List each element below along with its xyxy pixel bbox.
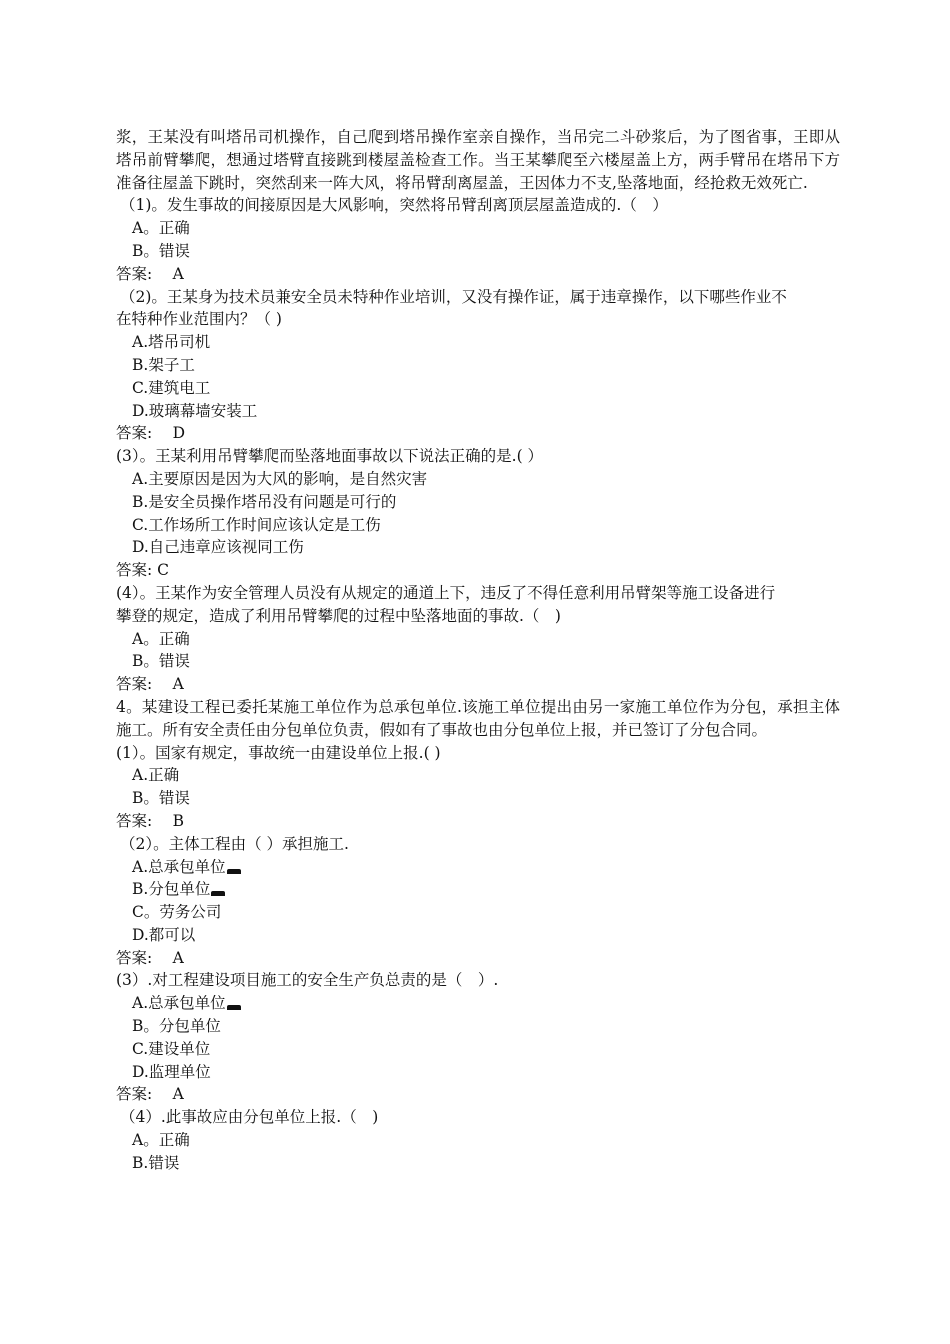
option-a: A.主要原因是因为大风的影响，是自然灾害 [132, 469, 428, 488]
option-a: A.正确 [132, 766, 180, 785]
question-stem: （2）。主体工程由（ ）承担施工. [120, 834, 349, 853]
option-b: B。错误 [132, 652, 190, 671]
answer-line: 答案: A [116, 1085, 184, 1104]
option-a: A。正确 [132, 1131, 190, 1150]
question-stem: (4）。王某作为安全管理人员没有从规定的通道上下，违反了不得任意利用吊臂架等施工设备进行 [116, 583, 776, 602]
option-a: A.塔吊司机 [132, 333, 211, 352]
option-d: D.自己违章应该视同工伤 [132, 538, 304, 557]
question-stem: （4）.此事故应由分包单位上报.（ ) [120, 1108, 379, 1127]
option-b: B。错误 [132, 241, 190, 260]
option-b: B。错误 [132, 789, 190, 808]
question-stem: (3）.对工程建设项目施工的安全生产负总责的是（ ）. [116, 971, 499, 990]
option-a: A.总承包单位 [132, 994, 226, 1013]
question-stem-continued: 攀登的规定，造成了利用吊臂攀爬的过程中坠落地面的事故.（ ) [116, 606, 561, 625]
question-stem: （2)。王某身为技术员兼安全员未特种作业培训，又没有操作证，属于违章操作，以下哪些作业不 [120, 287, 787, 306]
option-c: C。劳务公司 [132, 903, 222, 922]
option-a: A。正确 [132, 629, 190, 648]
question-stem: (3）。王某利用吊臂攀爬而坠落地面事故以下说法正确的是.( ） [116, 447, 544, 466]
option-b: B.是安全员操作塔吊没有问题是可行的 [132, 492, 397, 511]
option-b: B.架子工 [132, 355, 195, 374]
option-d: D.都可以 [132, 925, 196, 944]
option-a-row [116, 856, 840, 879]
option-b-row [116, 878, 840, 901]
case-4-intro-paragraph: 4。某建设工程已委托某施工单位作为总承包单位.该施工单位提出由另一家施工单位作为分包，承担主体施工。所有安全责任由分包单位负责，假如有了事故也由分包单位上报，并已签订了分包合同。 [116, 697, 840, 739]
option-d: D.监理单位 [132, 1062, 211, 1081]
question-stem-continued: 在特种作业范围内？（ ) [116, 310, 282, 329]
option-b: B。分包单位 [132, 1017, 221, 1036]
answer-line: 答案: C [116, 561, 170, 580]
question-stem: （1)。发生事故的间接原因是大风影响，突然将吊臂刮离顶层屋盖造成的.（ ） [120, 196, 668, 215]
option-a: A。正确 [132, 219, 190, 238]
option-b: B.错误 [132, 1153, 180, 1172]
question-stem: (1）。国家有规定，事故统一由建设单位上报.( ) [116, 743, 441, 762]
document-body [116, 126, 840, 1175]
option-c: C.工作场所工作时间应该认定是工伤 [132, 515, 381, 534]
answer-line: 答案: A [116, 264, 184, 283]
option-c: C.建筑电工 [132, 378, 211, 397]
option-c: C.建设单位 [132, 1039, 211, 1058]
edit-mark-icon [227, 1005, 241, 1010]
answer-line: 答案: A [116, 948, 184, 967]
edit-mark-icon [211, 891, 225, 896]
edit-mark-icon [227, 869, 241, 874]
option-d: D.玻璃幕墙安装工 [132, 401, 258, 420]
option-a: A.总承包单位 [132, 857, 226, 876]
option-b: B.分包单位 [132, 880, 211, 899]
option-a-row [116, 992, 840, 1015]
answer-line: 答案: D [116, 424, 186, 443]
answer-line: 答案: B [116, 811, 185, 830]
case-intro-paragraph: 浆，王某没有叫塔吊司机操作，自己爬到塔吊操作室亲自操作，当吊完二斗砂浆后，为了图省事，王即从塔吊前臂攀爬，想通过塔臂直接跳到楼屋盖检查工作。当王某攀爬至六楼屋盖上方，两手臂吊在塔吊下方准备往屋盖下跳时，突然刮来一阵大风，将吊臂刮离屋盖，王因体力不支,坠落地面，经抢救无效死亡. [116, 128, 840, 192]
answer-line: 答案: A [116, 675, 184, 694]
